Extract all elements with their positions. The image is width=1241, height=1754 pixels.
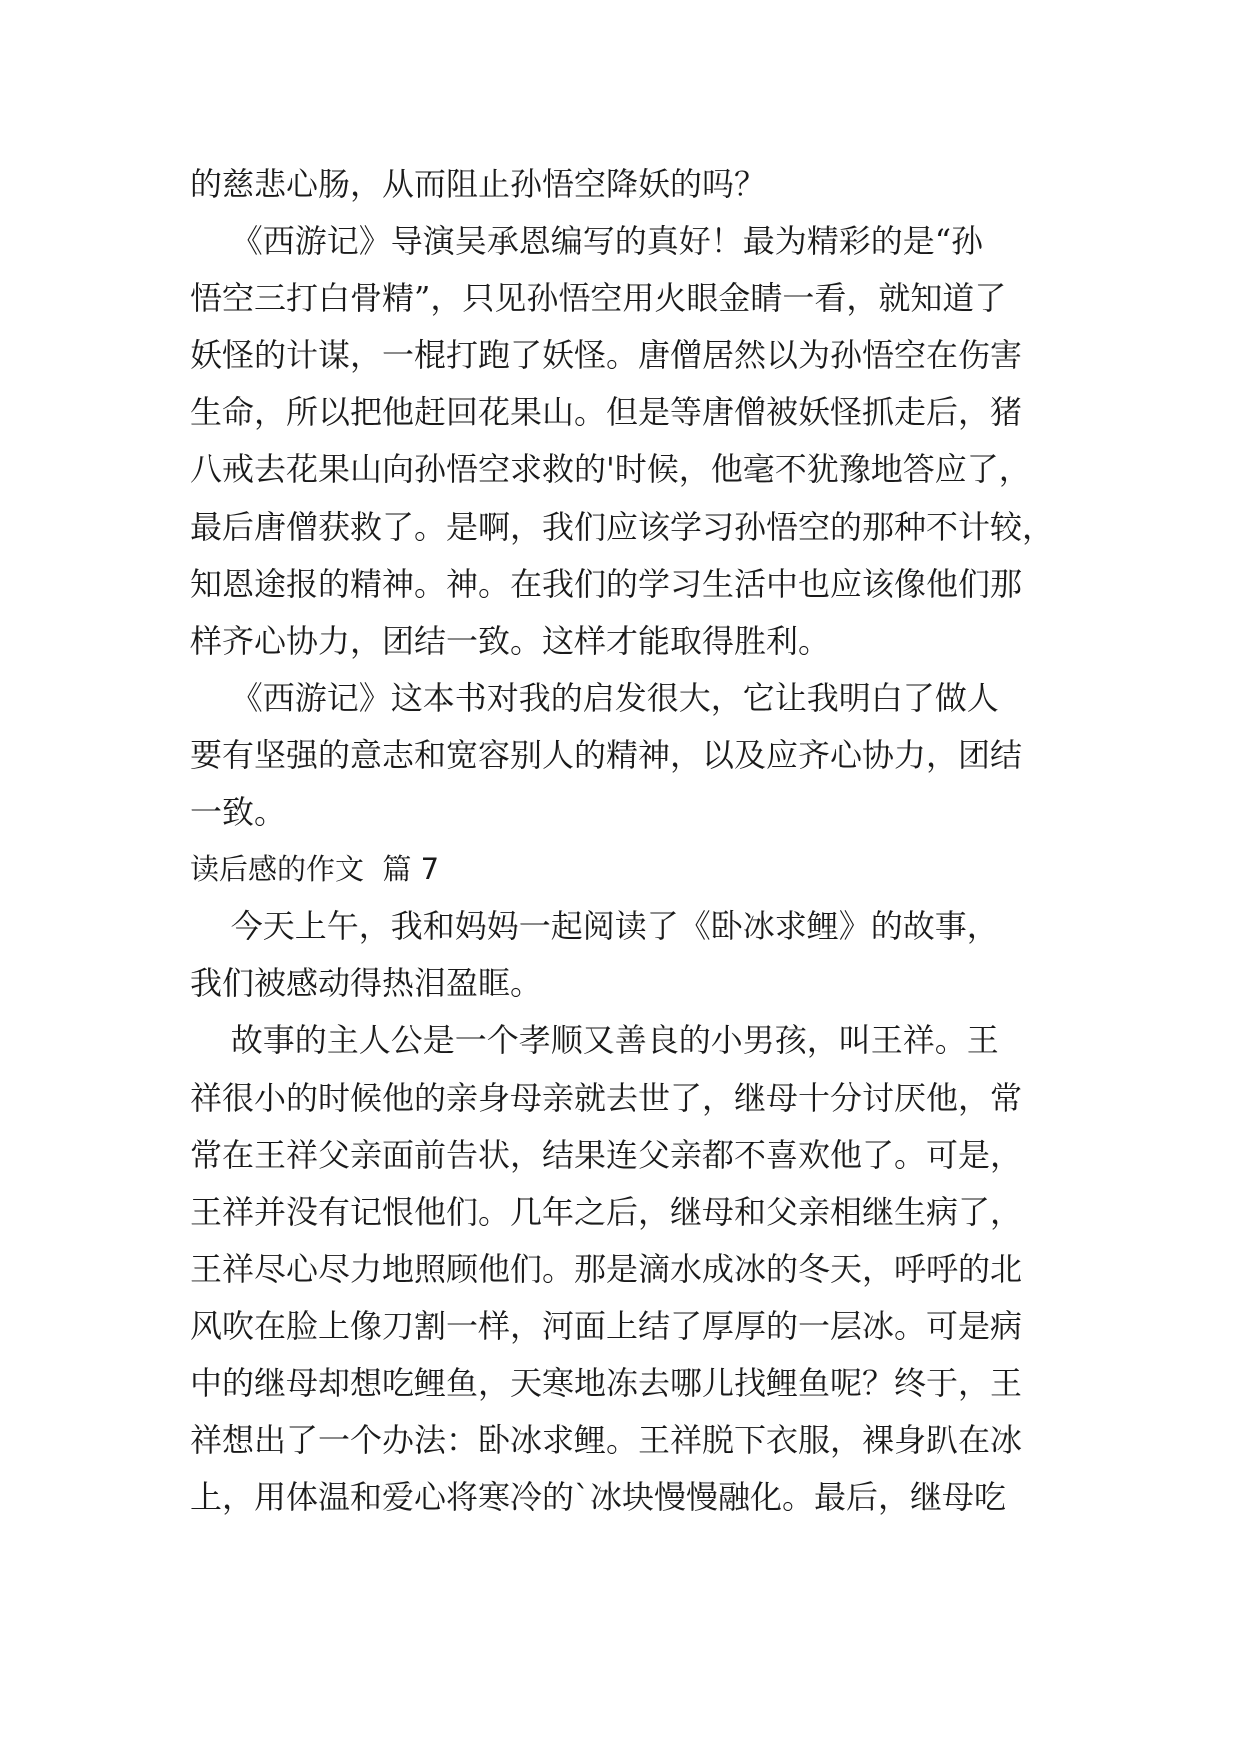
text-line: 我们被感动得热泪盈眶。 — [190, 964, 543, 1003]
text-line: 风吹在脸上像刀割一样，河面上结了厚厚的一层冰。可是病 — [190, 1306, 1023, 1345]
text-line: 王祥尽心尽力地照顾他们。那是滴水成冰的冬天，呼呼的北 — [190, 1249, 1023, 1288]
text-line: 知恩途报的精神。神。在我们的学习生活中也应该像他们那 — [190, 564, 1023, 603]
paragraph-start-line: 故事的主人公是一个孝顺又善良的小男孩，叫王祥。王 — [190, 1021, 999, 1060]
paragraph-start-line: 《西游记》导演吴承恩编写的真好！最为精彩的是“孙 — [190, 222, 984, 261]
paragraph-start-line: 今天上午，我和妈妈一起阅读了《卧冰求鲤》的故事， — [190, 907, 999, 946]
text-line: 中的继母却想吃鲤鱼，天寒地冻去哪儿找鲤鱼呢？终于，王 — [190, 1363, 1023, 1402]
text-line: 生命，所以把他赶回花果山。但是等唐僧被妖怪抓走后，猪 — [190, 393, 1023, 432]
text-line: 一致。 — [190, 793, 287, 832]
text-line: 要有坚强的意志和宽容别人的精神，以及应齐心协力，团结 — [190, 735, 1023, 774]
text-line: 常在王祥父亲面前告状，结果连父亲都不喜欢他了。可是， — [190, 1135, 1023, 1174]
text-line: 祥很小的时候他的亲身母亲就去世了，继母十分讨厌他，常 — [190, 1078, 1023, 1117]
text-line: 上，用体温和爱心将寒冷的`冰块慢慢融化。最后，继母吃 — [190, 1478, 1007, 1517]
text-line: 样齐心协力，团结一致。这样才能取得胜利。 — [190, 621, 831, 660]
paragraph-start-line: 《西游记》这本书对我的启发很大，它让我明白了做人 — [190, 678, 999, 717]
text-line: 妖怪的计谋，一棍打跑了妖怪。唐僧居然以为孙悟空在伤害 — [190, 336, 1023, 375]
text-line: 悟空三打白骨精”，只见孙悟空用火眼金睛一看，就知道了 — [190, 279, 1007, 318]
document-body — [190, 156, 1080, 1526]
text-line: 的慈悲心肠，从而阻止孙悟空降妖的吗？ — [190, 165, 767, 203]
text-line: 王祥并没有记恨他们。几年之后，继母和父亲相继生病了， — [190, 1192, 1023, 1231]
section-heading: 读后感的作文 篇 7 — [190, 852, 440, 887]
text-line: 祥想出了一个办法：卧冰求鲤。王祥脱下衣服，裸身趴在冰 — [190, 1421, 1023, 1460]
text-line: 八戒去花果山向孙悟空求救的'时候，他毫不犹豫地答应了， — [190, 450, 1031, 489]
text-line: 最后唐僧获救了。是啊，我们应该学习孙悟空的那种不计较， — [190, 507, 1055, 546]
